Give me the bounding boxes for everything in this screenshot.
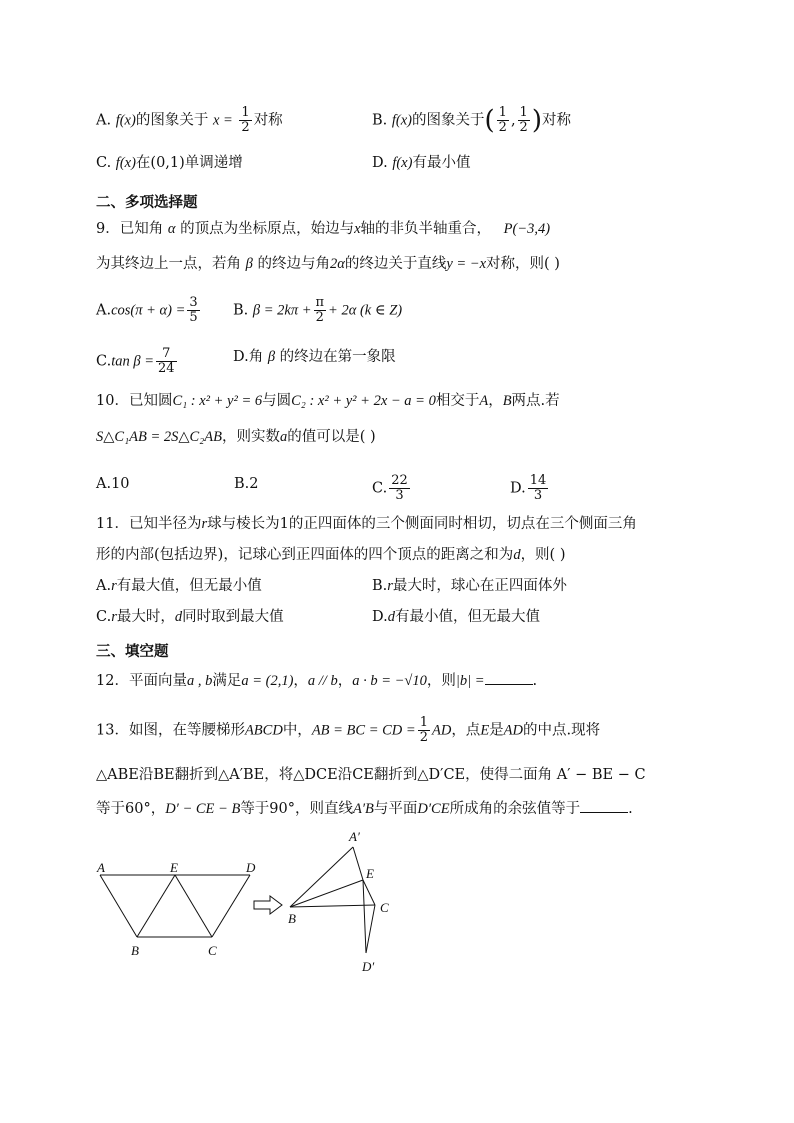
q10-option-d [510, 474, 550, 503]
text: 形的内部(包括边界)，记球心到正四面体的四个顶点的距离之和为 [96, 547, 514, 563]
arrow-icon [254, 896, 282, 914]
text: 13．如图，在等腰梯形 [96, 722, 245, 739]
q10-option-c [372, 474, 412, 503]
text: . [532, 673, 538, 689]
option-label: D. [372, 609, 388, 625]
option-label: B. [372, 112, 388, 129]
label-A: A [97, 860, 105, 875]
option-text: 对称 [253, 112, 283, 129]
q13-stem-line2: △ABE沿BE翻折到△A′BE，将△DCE沿CE翻折到△D′CE，使得二面角 A′ − BE − C [96, 767, 646, 783]
option-label: A. [96, 112, 112, 129]
frac-den: 2 [498, 120, 507, 135]
label-D: D [246, 860, 256, 875]
folded-figure [290, 847, 375, 953]
q11-option-a [96, 576, 262, 596]
math-expr: f(x) [115, 155, 136, 171]
text: 为其终边上一点，若角 [96, 256, 241, 272]
option-label: A. [96, 302, 112, 319]
answer-blank[interactable] [485, 670, 533, 685]
segment-cd1 [366, 905, 375, 953]
text: . [628, 801, 633, 817]
math-expr: d [174, 609, 183, 625]
segment-ed1 [363, 880, 366, 953]
q10-option-b: B.2 [234, 476, 259, 492]
q9-option-c [96, 347, 179, 376]
text: 中， [282, 722, 312, 739]
math-expr: A′B [353, 801, 374, 817]
q8-option-a [96, 106, 283, 135]
frac-num: 22 [391, 473, 408, 488]
math-expr: y = −x [446, 256, 487, 272]
text: 9．已知角 [96, 221, 164, 237]
math-expr: a = (2,1) [241, 673, 294, 689]
text: ，点 [451, 722, 481, 739]
math-expr: tan β = [111, 353, 154, 370]
q8-option-b: B. f(x)的图象关于( $\frac{1}{2}$ , $\frac{1}{2}$ )对称 [372, 105, 571, 136]
math-expr: f(x) [391, 112, 412, 129]
text: 的终边关于直线 [344, 256, 447, 272]
math-expr: r [201, 516, 208, 532]
text: 对称，则( ) [486, 256, 560, 272]
math-expr: a // b [307, 673, 338, 689]
option-label: D. [510, 480, 526, 497]
math-expr: f(x) [115, 112, 136, 129]
text: 12．平面向量 [96, 673, 187, 689]
text: ， [337, 673, 353, 689]
q11-stem-line2 [96, 545, 566, 565]
text: 是 [489, 722, 504, 739]
text: 的终边与角 [257, 256, 330, 272]
text: ，则实数 [221, 429, 280, 445]
right-paren: ) [531, 105, 542, 136]
q10-stem-line2 [96, 427, 376, 447]
frac-den: 2 [419, 730, 428, 745]
q10-stem-line1 [96, 391, 560, 411]
segment-eb [137, 875, 175, 937]
label-E: E [366, 866, 374, 881]
q12-stem [96, 670, 537, 691]
math-expr: C₁ : x² + y² = 6 [172, 393, 263, 409]
math-expr: d [387, 609, 395, 625]
option-text: 的终边在第一象限 [279, 349, 396, 365]
math-expr: α [167, 221, 176, 237]
fraction [418, 716, 430, 745]
text: 与圆 [262, 393, 292, 409]
section-title: 三、填空题 [96, 644, 169, 660]
section-title: 二、多项选择题 [96, 195, 198, 211]
text: 轴的非负半轴重合， [360, 221, 492, 237]
option-text: 的图象关于 [135, 112, 209, 129]
math-expr: ABCD [244, 722, 283, 739]
segment-bc [290, 905, 375, 907]
math-expr: |b| = [455, 673, 485, 689]
option-text: 同时取到最大值 [182, 609, 284, 625]
math-expr: d [513, 547, 521, 563]
option-text: 在 [135, 155, 151, 171]
math-expr: cos(π + α) = [111, 302, 186, 319]
text: ，则 [426, 673, 456, 689]
option-label: C. [372, 480, 388, 497]
q11-option-d [372, 607, 540, 627]
option-text: 有最小值 [412, 155, 471, 171]
q11-option-b [372, 576, 567, 596]
q13-stem-line1 [96, 716, 600, 745]
math-expr: (0,1) [150, 155, 185, 171]
frac-num: π [315, 295, 325, 310]
math-expr: r [111, 578, 117, 594]
q10-option-a: A.10 [96, 476, 130, 492]
segment-ec [175, 875, 212, 937]
segment-cd [212, 875, 250, 937]
segment-ba1 [290, 847, 353, 907]
math-expr: AB = BC = CD = [311, 722, 416, 739]
left-paren: ( [484, 105, 495, 136]
math-expr: x = [212, 112, 233, 129]
segment-a1e [353, 847, 363, 880]
fraction [497, 106, 509, 135]
label-B: B [131, 943, 139, 958]
frac-den: 2 [519, 120, 528, 135]
option-label: C. [96, 155, 112, 171]
math-expr: a , b [186, 673, 213, 689]
math-expr: + 2α (k ∈ Z) [328, 302, 403, 319]
segment-ec [363, 880, 375, 905]
frac-num: 1 [498, 105, 507, 120]
frac-num: 1 [241, 105, 250, 120]
text: 与平面 [373, 801, 418, 817]
fraction [156, 347, 177, 376]
option-text: 有最小值，但无最大值 [394, 609, 540, 625]
label-B: B [288, 911, 296, 926]
label-A-prime: A′ [349, 829, 360, 844]
text: 相交于 [435, 393, 480, 409]
text: 的值可以是( ) [287, 429, 376, 445]
option-label: A. [96, 578, 112, 594]
math-expr: D′CE [417, 801, 450, 817]
option-label: B. [233, 302, 249, 319]
math-expr: x [354, 221, 361, 237]
math-expr: D′ − CE − B [165, 801, 241, 817]
math-expr: r [387, 578, 393, 594]
option-label: D.角 [233, 349, 264, 365]
fraction [518, 106, 530, 135]
text: 等于90°，则直线 [240, 801, 354, 817]
option-label: C. [96, 609, 112, 625]
frac-num: 3 [189, 295, 198, 310]
text: 的中点.现将 [523, 722, 601, 739]
q11-stem-line1 [96, 514, 637, 534]
text: ， [488, 393, 503, 409]
math-expr: C₂ : x² + y² + 2x − a = 0 [291, 393, 436, 409]
segment-ab [100, 875, 137, 937]
q9-option-b [233, 296, 402, 325]
q9-stem-line1 [96, 219, 550, 239]
fraction [389, 474, 410, 503]
math-expr: β [267, 349, 276, 365]
text: 等于60°， [96, 801, 166, 817]
frac-num: 1 [419, 715, 428, 730]
q9-option-d [233, 347, 396, 367]
fraction [314, 296, 327, 325]
q13-stem-line3 [96, 798, 633, 819]
math-expr: a [279, 429, 288, 445]
answer-blank[interactable] [580, 798, 628, 813]
math-expr: AD [431, 722, 452, 739]
option-text: 对称 [541, 112, 571, 129]
text: ， [293, 673, 308, 689]
text: 球与棱长为1的正四面体的三个侧面同时相切，切点在三个侧面三角 [207, 516, 637, 532]
frac-num: 14 [529, 473, 547, 488]
text: 所成角的余弦值等于 [449, 801, 581, 817]
frac-den: 3 [533, 488, 543, 503]
option-text: 的图象关于 [412, 112, 485, 129]
q9-stem-line2 [96, 254, 560, 274]
math-expr: β = 2kπ + [252, 302, 312, 319]
math-expr: P(−3,4) [503, 221, 551, 237]
label-C: C [208, 943, 217, 958]
label-C: C [380, 900, 389, 915]
text: ，则( ) [520, 547, 566, 563]
frac-num: 1 [519, 105, 528, 120]
trapezoid-figure [100, 875, 250, 937]
option-text: 有最大值，但无最小值 [116, 578, 262, 594]
math-expr: r [111, 609, 117, 625]
frac-den: 2 [315, 310, 324, 325]
q9-option-a [96, 296, 202, 325]
math-expr: 2α [329, 256, 345, 272]
frac-den: 2 [241, 120, 250, 135]
option-label: C. [96, 353, 112, 370]
option-text: 单调递增 [184, 155, 243, 171]
geometry-figure [90, 822, 420, 982]
math-expr: AD [503, 722, 524, 739]
math-expr: B [502, 393, 512, 409]
frac-den: 3 [395, 488, 404, 503]
math-expr: S△C₁AB = 2S△C₂AB [96, 429, 222, 445]
q8-option-d [372, 153, 470, 173]
option-text: 最大时， [116, 609, 175, 625]
fraction [528, 474, 549, 503]
segment-be [290, 880, 363, 907]
math-expr: A [479, 393, 489, 409]
frac-den: 24 [157, 361, 175, 376]
text: 两点.若 [511, 393, 560, 409]
math-expr: a · b = −√10 [352, 673, 427, 689]
fraction [239, 106, 251, 135]
q11-option-c [96, 607, 284, 627]
option-label: D. [372, 155, 388, 171]
text: 11．已知半径为 [96, 516, 202, 532]
frac-num: 7 [156, 347, 177, 362]
label-D-prime: D′ [362, 959, 375, 974]
text: 的顶点为坐标原点，始边与 [180, 221, 355, 237]
option-label: B. [372, 578, 388, 594]
q8-option-c [96, 153, 243, 173]
fraction [187, 296, 199, 325]
text: 满足 [212, 673, 242, 689]
option-text: 最大时，球心在正四面体外 [392, 578, 567, 594]
text: 10．已知圆 [96, 393, 173, 409]
math-expr: E [480, 722, 490, 739]
frac-den: 5 [189, 310, 198, 325]
math-expr: f(x) [392, 155, 413, 171]
label-E: E [170, 860, 178, 875]
math-expr: β [245, 256, 253, 272]
